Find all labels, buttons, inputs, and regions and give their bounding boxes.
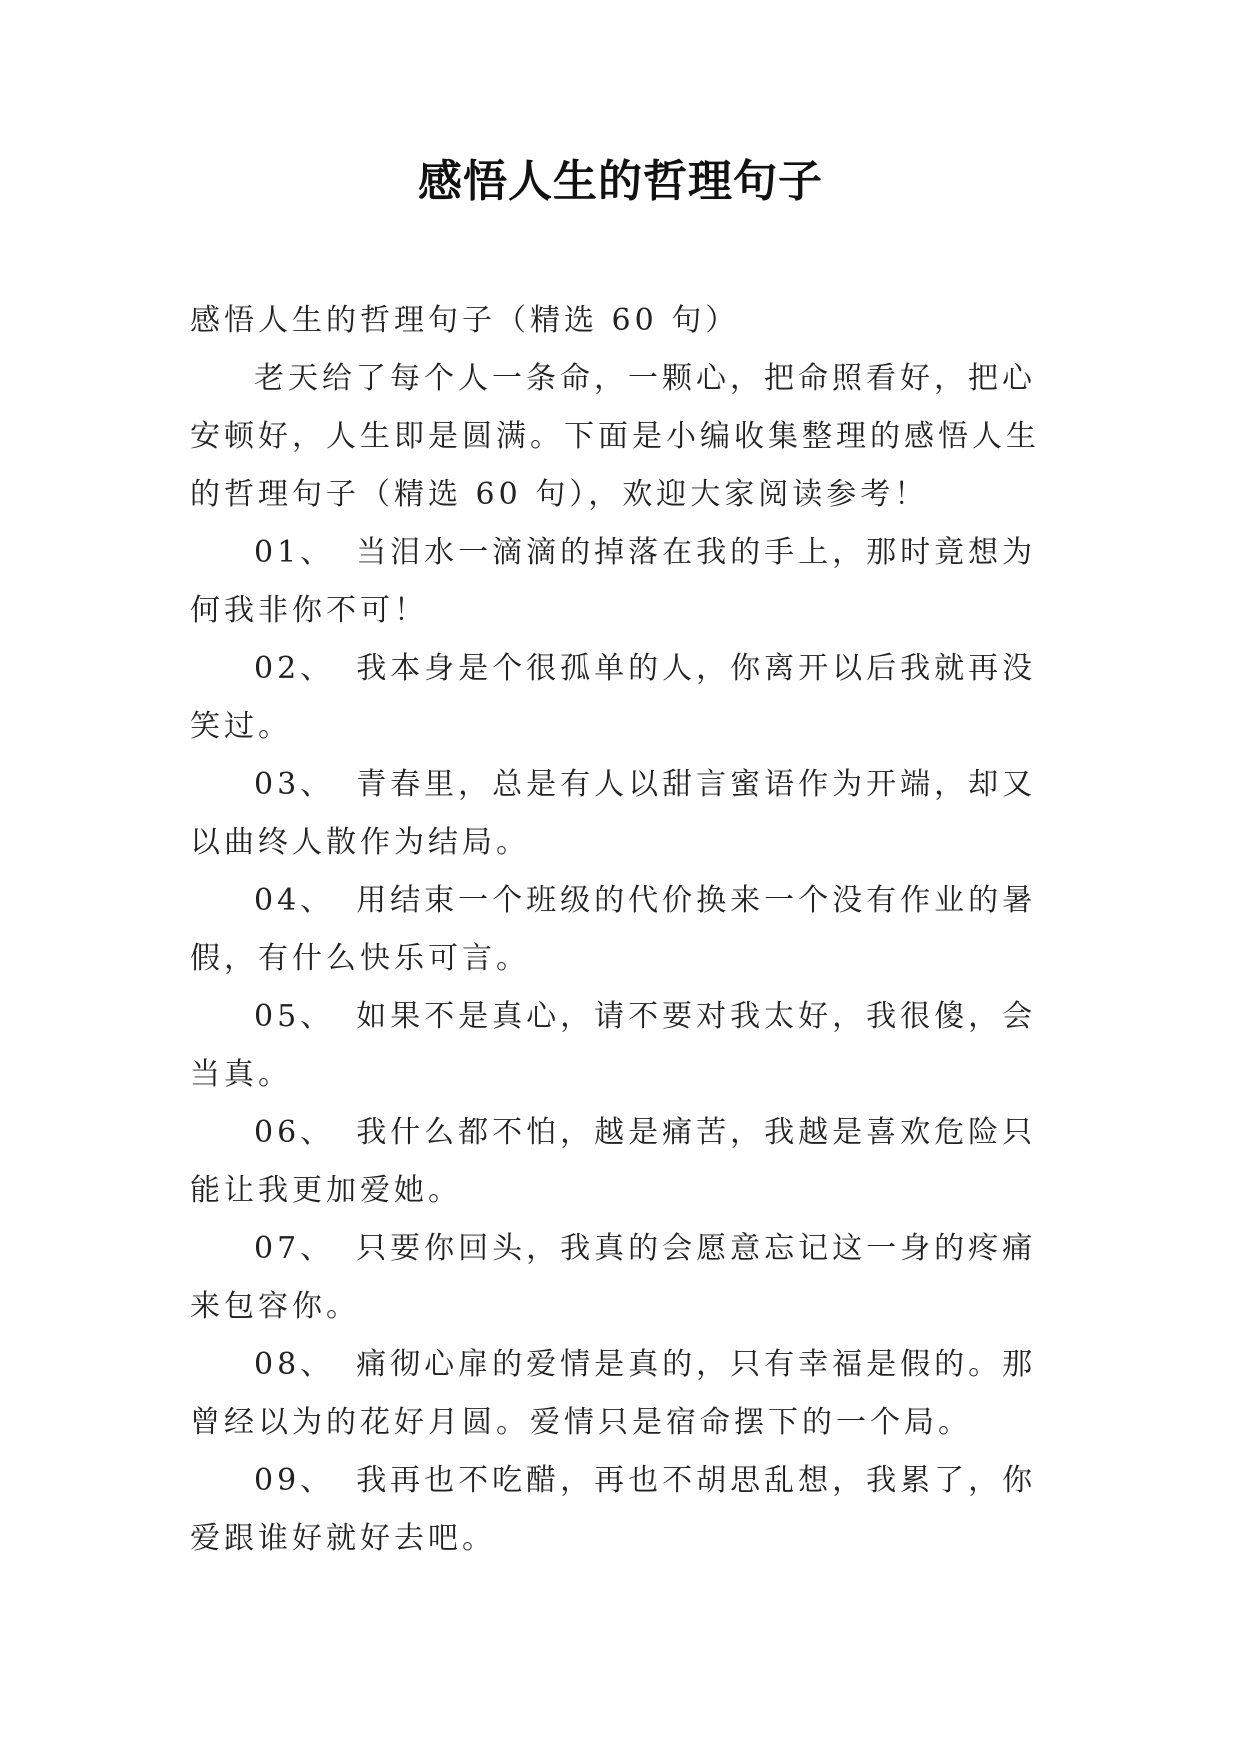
list-item: [190, 640, 1050, 756]
item-number: 02、: [254, 651, 335, 686]
list-item: [190, 756, 1050, 872]
list-item: [190, 1104, 1050, 1220]
item-text: 只要你回头，我真的会愿意忘记这一身的疼痛来包容你。: [190, 1231, 1037, 1324]
item-number: 01、: [254, 535, 335, 570]
item-number: 09、: [254, 1463, 335, 1498]
list-item: [190, 1336, 1050, 1452]
item-number: 03、: [254, 767, 335, 802]
list-item: [190, 1220, 1050, 1336]
document-title: 感悟人生的哲理句子: [418, 156, 823, 207]
list-item: [190, 1452, 1050, 1568]
document-subtitle: 感悟人生的哲理句子（精选 60 句）: [190, 303, 740, 338]
item-number: 06、: [254, 1115, 335, 1150]
item-text: 我什么都不怕，越是痛苦，我越是喜欢危险只能让我更加爱她。: [190, 1115, 1037, 1208]
item-text: 当泪水一滴滴的掉落在我的手上，那时竟想为何我非你不可！: [190, 535, 1037, 628]
document-body: [190, 292, 1050, 1568]
list-item: [190, 872, 1050, 988]
item-number: 04、: [254, 883, 335, 918]
list-item: [190, 988, 1050, 1104]
item-text: 青春里，总是有人以甜言蜜语作为开端，却又以曲终人散作为结局。: [190, 767, 1037, 860]
item-text: 我本身是个很孤单的人，你离开以后我就再没笑过。: [190, 651, 1037, 744]
item-number: 05、: [254, 999, 335, 1034]
list-item: [190, 524, 1050, 640]
item-number: 07、: [254, 1231, 335, 1266]
item-text: 如果不是真心，请不要对我太好，我很傻，会当真。: [190, 999, 1037, 1092]
item-text: 痛彻心扉的爱情是真的，只有幸福是假的。那曾经以为的花好月圆。爱情只是宿命摆下的一个局。: [190, 1347, 1037, 1440]
item-text: 用结束一个班级的代价换来一个没有作业的暑假，有什么快乐可言。: [190, 883, 1037, 976]
item-number: 08、: [254, 1347, 335, 1382]
intro-paragraph: 老天给了每个人一条命，一颗心，把命照看好，把心安顿好，人生即是圆满。下面是小编收集整理的感悟人生的哲理句子（精选 60 句），欢迎大家阅读参考！: [190, 361, 1040, 512]
item-text: 我再也不吃醋，再也不胡思乱想，我累了，你爱跟谁好就好去吧。: [190, 1463, 1037, 1556]
